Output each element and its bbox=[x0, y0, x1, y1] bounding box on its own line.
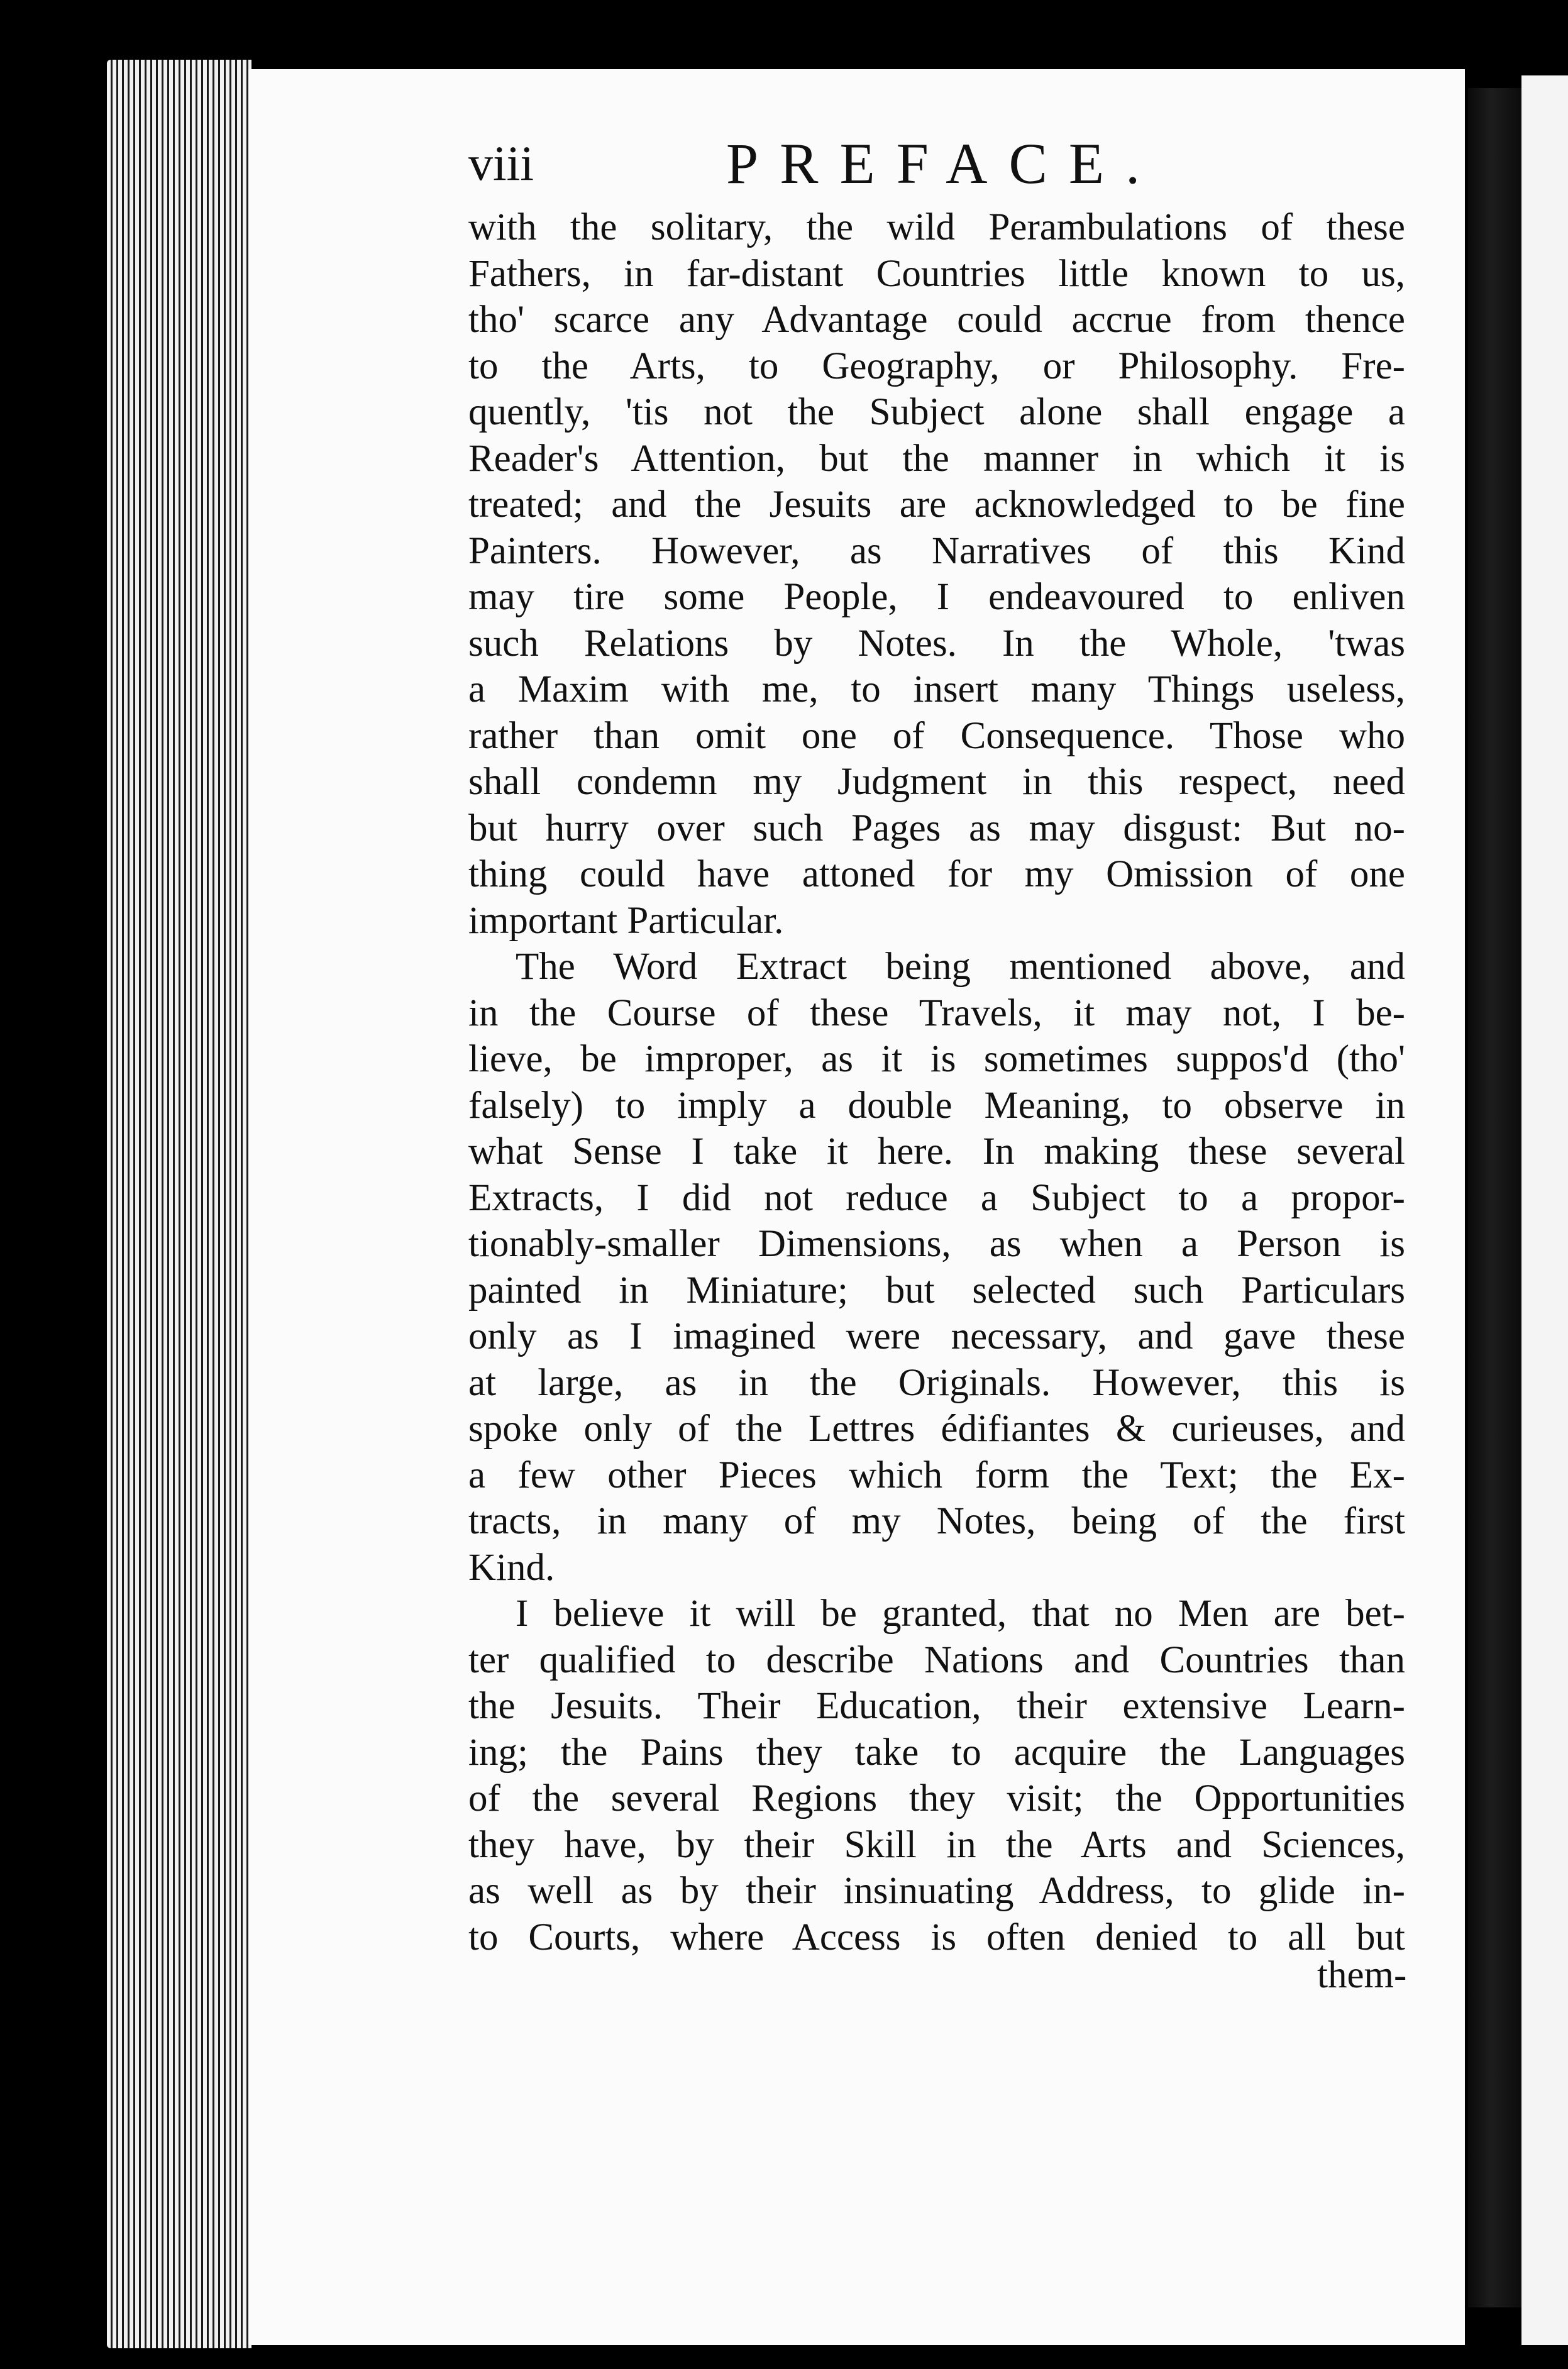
text-line: falsely) to imply a double Meaning, to observe in bbox=[468, 1084, 1405, 1127]
text-line: Painters. However, as Narratives of this Kind bbox=[468, 529, 1405, 572]
text-line: to Courts, where Access is often denied to all but bbox=[468, 1916, 1405, 1958]
text-line: tho' scarce any Advantage could accrue from thence bbox=[468, 299, 1405, 341]
text-line: Extracts, I did not reduce a Subject to a propor- bbox=[468, 1176, 1405, 1219]
text-line: thing could have attoned for my Omission of one bbox=[468, 853, 1405, 895]
facing-page-edge bbox=[1521, 75, 1568, 2345]
text-line: in the Course of these Travels, it may not, I be- bbox=[468, 991, 1405, 1034]
text-line: they have, by their Skill in the Arts and Sciences, bbox=[468, 1823, 1405, 1866]
body-text bbox=[468, 204, 1405, 1960]
book-gutter bbox=[1468, 88, 1525, 2307]
text-line: such Relations by Notes. In the Whole, 'twas bbox=[468, 622, 1405, 665]
text-line: rather than omit one of Consequence. Those who bbox=[468, 714, 1405, 757]
text-line: lieve, be improper, as it is sometimes suppos'd (tho' bbox=[468, 1038, 1405, 1080]
text-line: tionably-smaller Dimensions, as when a Person is bbox=[468, 1223, 1405, 1265]
text-line: I believe it will be granted, that no Men are bet- bbox=[516, 1593, 1405, 1635]
text-line: painted in Miniature; but selected such Particulars bbox=[468, 1269, 1405, 1312]
text-line: with the solitary, the wild Perambulations of these bbox=[468, 206, 1405, 248]
text-line: of the several Regions they visit; the Opportunities bbox=[468, 1777, 1405, 1820]
text-line: but hurry over such Pages as may disgust: But no- bbox=[468, 807, 1405, 849]
page-header bbox=[468, 129, 1424, 198]
text-line: Reader's Attention, but the manner in which it is bbox=[468, 437, 1405, 480]
text-line: Kind. bbox=[468, 1546, 555, 1589]
text-line: a few other Pieces which form the Text; the Ex- bbox=[468, 1454, 1405, 1496]
text-line: spoke only of the Lettres édifiantes & curieuses, and bbox=[468, 1408, 1405, 1450]
text-line: tracts, in many of my Notes, being of the first bbox=[468, 1500, 1405, 1542]
text-line: Fathers, in far-distant Countries little known to us, bbox=[468, 252, 1405, 295]
text-line: at large, as in the Originals. However, this is bbox=[468, 1361, 1405, 1404]
text-line: may tire some People, I endeavoured to enliven bbox=[468, 576, 1405, 618]
text-line: ter qualified to describe Nations and Countries than bbox=[468, 1638, 1405, 1681]
text-line: only as I imagined were necessary, and gave these bbox=[468, 1315, 1405, 1357]
catchword: them- bbox=[1317, 1954, 1407, 1996]
text-line: important Particular. bbox=[468, 899, 784, 942]
text-line: ing; the Pains they take to acquire the Languages bbox=[468, 1731, 1405, 1774]
text-line: as well as by their insinuating Address, to glide in- bbox=[468, 1870, 1405, 1912]
text-line: treated; and the Jesuits are acknowledged to be fine bbox=[468, 483, 1405, 526]
text-line: shall condemn my Judgment in this respect, need bbox=[468, 761, 1405, 803]
page-number: viii bbox=[468, 136, 534, 191]
text-line: a Maxim with me, to insert many Things useless, bbox=[468, 668, 1405, 710]
running-head: PREFACE. bbox=[726, 131, 1162, 196]
text-line: what Sense I take it here. In making these several bbox=[468, 1130, 1405, 1173]
text-line: the Jesuits. Their Education, their extensive Learn- bbox=[468, 1685, 1405, 1727]
page-edges bbox=[107, 60, 251, 2348]
text-line: The Word Extract being mentioned above, and bbox=[516, 946, 1405, 988]
text-line: quently, 'tis not the Subject alone shall engage a bbox=[468, 391, 1405, 433]
text-line: to the Arts, to Geography, or Philosophy. Fre- bbox=[468, 345, 1405, 387]
